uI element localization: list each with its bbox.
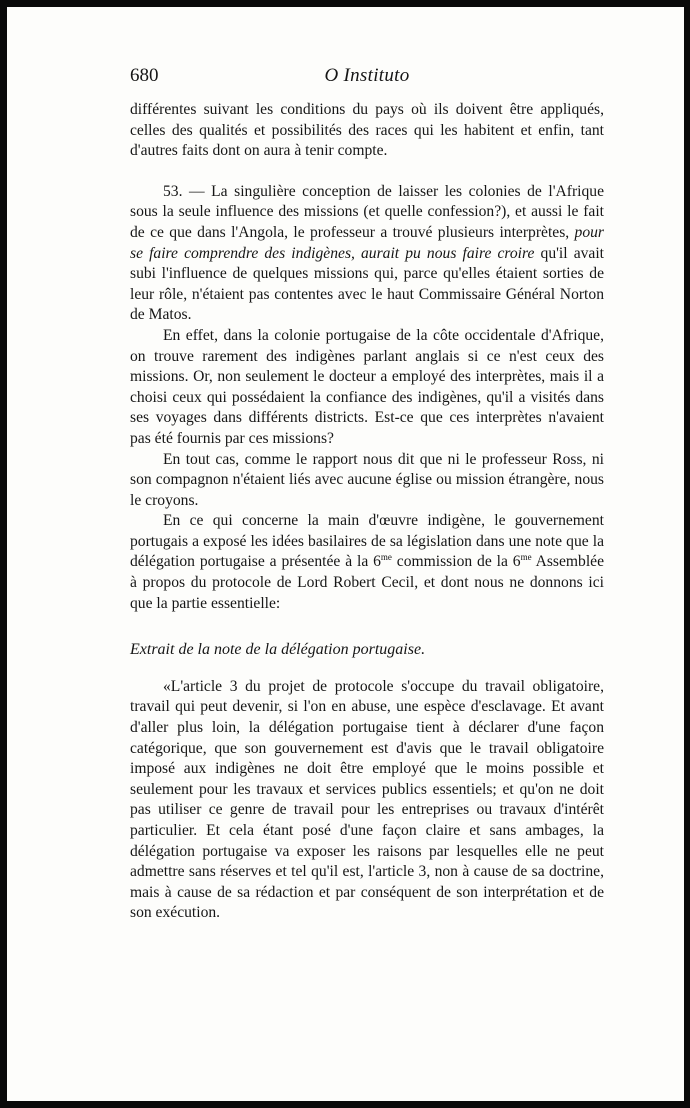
paragraph-article-3: «L'article 3 du projet de protocole s'occupe du travail obligatoire, travail qui peut devenir, si l'on en abuse, une espèce d'esclavage. Et avant d'aller plus loin, la délégation portugaise tient à déclarer d'une façon catégorique, que son gouvernement est d'avis que le travail obligatoire imposé aux indigènes ne doit être employé que le moins possible et seulement pour les travaux et services publics essentiels; et qu'on ne doit pas utiliser ce genre de travail pour les entreprises ou travaux d'intérêt particulier. Et cela étant posé d'une façon claire et sans ambages, la délégation portugaise va exposer les raisons par lesquelles elle ne peut admettre sans réserves et tel qu'il est, l'article 3, non à cause de sa doctrine, mais à cause de sa rédaction et par conséquent de son interprétation et de son exécution. [130,677,604,922]
paragraph-53-text-a: 53. — La singulière conception de laisser les colonies de l'Afrique sous la seule influence des missions (et quelle confession?), et aussi le fait de ce que dans l'Angola, le professeur a trouvé plusieurs interprètes, [130,182,604,241]
paragraph-main-oeuvre-text-b: commission de la 6 [391,553,521,571]
page-number: 680 [130,65,159,86]
paragraph-main-oeuvre-text-c: Assemblée à propos du protocole de Lord Robert Cecil, et dont nous ne donnons ici que la partie essentielle: [130,553,604,612]
paragraph-53 [130,182,604,326]
paragraph-continuation: différentes suivant les conditions du pays où ils doivent être appliqués, celles des qualités et possibilités des races qui les habitent et enfin, tant d'autres faits dont on aura à tenir compte. [130,101,604,160]
paragraph-53-text-b: qu'il avait subi l'influence de quelques missions qui, parce qu'elles étaient sorties de leur rôle, n'étaient pas contentes avec le haut Commissaire Général Norton de Matos. [130,244,604,324]
running-head [130,60,604,88]
book-page [130,60,604,924]
paragraph-en-effet: En effet, dans la colonie portugaise de la côte occidentale d'Afrique, on trouve rarement des indigènes parlant anglais si ce n'est ceux des missions. Or, non seulement le docteur a employé des interprètes, mais il a choisi ceux qui possédaient la confiance des indigènes, qu'il a visités dans ses voyages dans différents districts. Est-ce que ces interprètes n'avaient pas été fournis par ces missions? [130,326,604,447]
paragraph-en-tout-cas: En tout cas, comme le rapport nous dit que ni le professeur Ross, ni son compagnon n'étaient liés avec aucune église ou mission étrangère, nous le croyons. [130,450,604,509]
superscript-me-2: me [520,552,532,563]
paragraph-53-italic: pour se faire comprendre des indigènes, aurait pu nous faire croire [130,223,604,262]
section-heading: Extrait de la note de la délégation portugaise. [130,641,426,659]
journal-title: O Instituto [324,65,410,86]
superscript-me-1: me [380,552,392,563]
paragraph-main-oeuvre [130,511,604,614]
paragraph-main-oeuvre-text-a: En ce qui concerne la main d'œuvre indigène, le gouvernement portugais a exposé les idées basilaires de sa législation dans une note que la délégation portugaise a présentée à la 6 [130,512,604,571]
